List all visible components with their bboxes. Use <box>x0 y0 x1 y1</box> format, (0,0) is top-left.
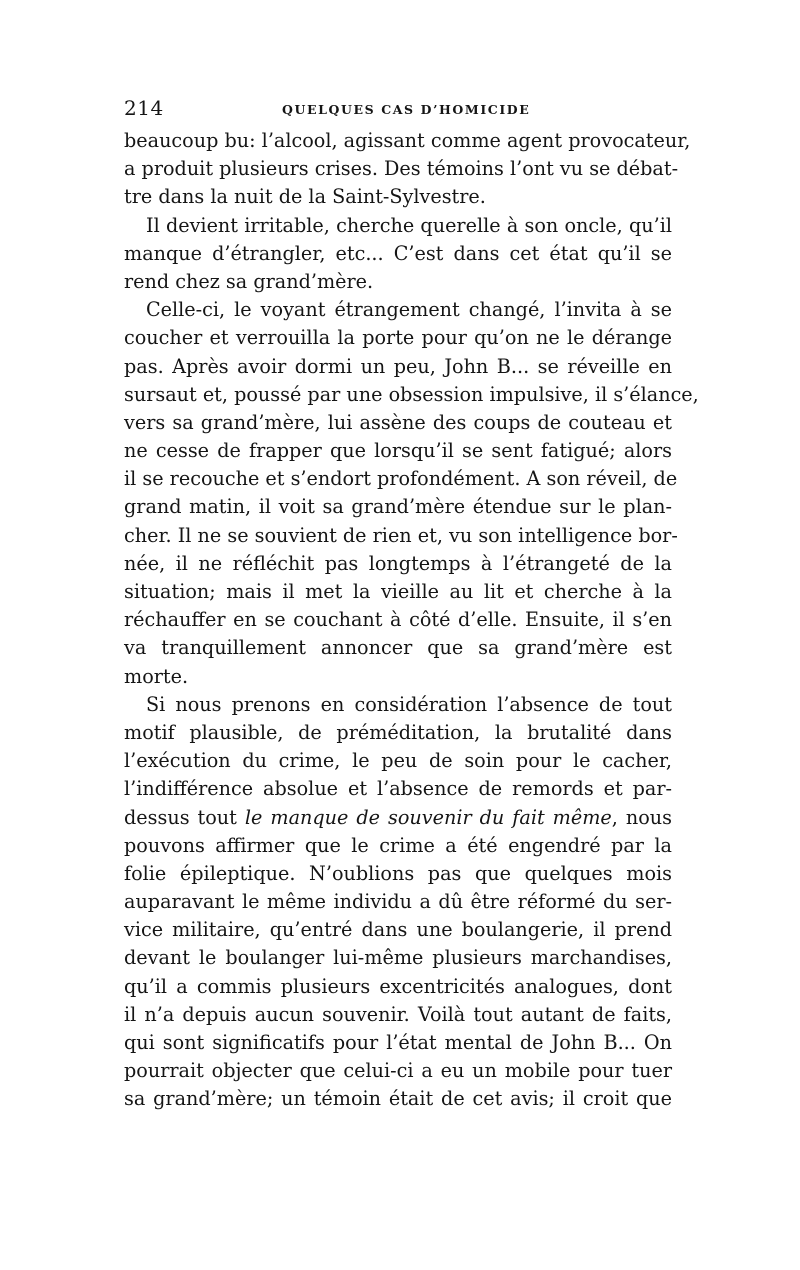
text-line: pourrait objecter que celui-ci a eu un mobile pour tuer <box>124 1059 672 1083</box>
text-line: pas. Après avoir dormi un peu, John B... se réveille en <box>124 354 672 378</box>
text-line: grand matin, il voit sa grand’mère étendue sur le plan- <box>124 495 672 519</box>
text-line: manque d’étrangler, etc... C’est dans cet état qu’il se <box>124 241 672 265</box>
text-line: motif plausible, de préméditation, la brutalité dans <box>124 720 672 744</box>
text-line: réchauffer en se couchant à côté d’elle. Ensuite, il s’en <box>124 608 672 632</box>
text-line: sa grand’mère; un témoin était de cet avis; il croit que <box>124 1087 672 1111</box>
text-line: morte. <box>124 664 189 688</box>
paragraph-start-line: Il devient irritable, cherche querelle à son oncle, qu’il <box>146 213 672 237</box>
text-line: il n’a depuis aucun souvenir. Voilà tout autant de faits, <box>124 1002 672 1026</box>
text-line: vice militaire, qu’entré dans une boulangerie, il prend <box>124 918 672 942</box>
text-line: va tranquillement annoncer que sa grand’mère est <box>124 636 672 660</box>
text-line: a produit plusieurs crises. Des témoins l’ont vu se débat- <box>124 157 679 181</box>
text-line: née, il ne réfléchit pas longtemps à l’étrangeté de la <box>124 551 672 575</box>
text-line: cher. Il ne se souvient de rien et, vu son intelligence bor- <box>124 523 678 547</box>
text-line: qu’il a commis plusieurs excentricités analogues, dont <box>124 974 672 998</box>
text-line: il se recouche et s’endort profondément. A son réveil, de <box>124 467 678 491</box>
text-line: qui sont significatifs pour l’état mental de John B... On <box>124 1031 672 1054</box>
text-line: pouvons affirmer que le crime a été engendré par la <box>124 833 672 857</box>
text-line: folie épileptique. N’oublions pas que quelques mois <box>124 861 672 885</box>
italic-phrase: le manque de souvenir du fait même <box>244 805 612 829</box>
text-line: sursaut et, poussé par une obsession impulsive, il s’élance, <box>124 382 699 406</box>
running-header <box>124 96 674 122</box>
page-number: 214 <box>124 96 164 120</box>
text-line: ne cesse de frapper que lorsqu’il se sent fatigué; alors <box>124 439 672 463</box>
text-line: vers sa grand’mère, lui assène des coups de couteau et <box>124 410 672 434</box>
text-line: coucher et verrouilla la porte pour qu’on ne le dérange <box>124 326 672 350</box>
text-line: beaucoup bu: l’alcool, agissant comme agent provocateur, <box>124 129 691 152</box>
text-line: tre dans la nuit de la Saint-Sylvestre. <box>124 185 486 209</box>
text-line: l’indifférence absolue et l’absence de remords et par- <box>124 777 672 801</box>
paragraph-start-line: Si nous prenons en considération l’absence de tout <box>146 692 672 716</box>
text-segment: , nous <box>611 805 672 829</box>
text-line: devant le boulanger lui-même plusieurs marchandises, <box>124 946 672 970</box>
running-title: QUELQUES CAS D’HOMICIDE <box>282 102 531 117</box>
text-line: l’exécution du crime, le peu de soin pour le cacher, <box>124 749 672 773</box>
text-line: auparavant le même individu a dû être réformé du ser- <box>124 890 672 914</box>
text-segment: dessus tout <box>124 805 237 829</box>
text-line: rend chez sa grand’mère. <box>124 269 374 293</box>
body-text <box>124 127 699 1114</box>
text-line: situation; mais il met la vieille au lit et cherche à la <box>124 580 672 603</box>
paragraph-start-line: Celle-ci, le voyant étrangement changé, l’invita à se <box>146 298 672 322</box>
text-line-with-italic <box>124 804 672 832</box>
